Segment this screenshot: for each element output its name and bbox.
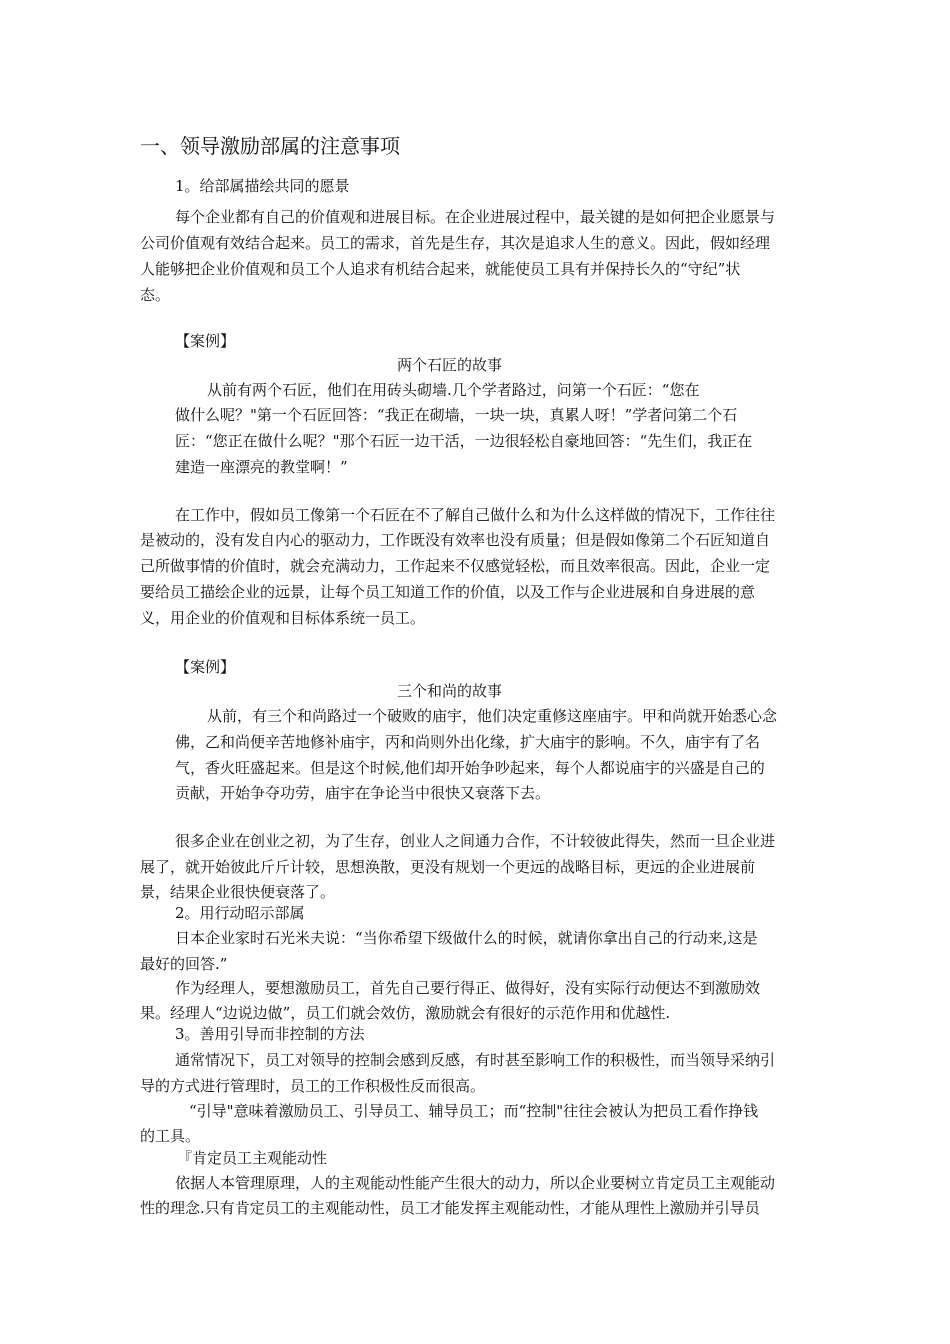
case-line: 气，香火旺盛起来。但是这个时候,他们却开始争吵起来，每个人都说庙宇的兴盛是自己的 — [175, 759, 765, 777]
paragraph-line: “引导"意味着激励员工、引导员工、辅导员工；而“控制"往往会被认为把员工看作挣钱 — [189, 1102, 759, 1120]
paragraph-line: 依据人本管理原理，人的主观能动性能产生很大的动力，所以企业要树立肯定员工主观能动 — [175, 1174, 776, 1192]
paragraph-line: 景，结果企业很快便衰落了。 — [140, 883, 336, 901]
paragraph-line: 己所做事情的价值时，就会充满动力，工作起来不仅感觉轻松，而且效率很高。因此，企业一定 — [140, 557, 771, 575]
subsection-title-1: 1。给部属描绘共同的愿景 — [175, 177, 350, 195]
section-heading: 一、领导激励部属的注意事项 — [140, 134, 400, 158]
paragraph-line: 的工具。 — [140, 1127, 201, 1145]
subsection-title-3: 3。善用引导而非控制的方法 — [175, 1025, 365, 1043]
case-line: 匠：“您正在做什么呢？"那个石匠一边干活，一边很轻松自豪地回答：“先生们，我正在 — [175, 432, 753, 450]
case-label: 【案例】 — [175, 332, 236, 350]
case-line: 从前，有三个和尚路过一个破败的庙宇，他们决定重修这座庙宇。甲和尚就开始悉心念 — [207, 707, 778, 725]
paragraph-line: 义，用企业的价值观和目标体系统一员工。 — [140, 609, 426, 627]
subsection-title-2: 2。用行动昭示部属 — [175, 904, 305, 922]
paragraph-line: 人能够把企业价值观和员工个人追求有机结合起来，就能使员工具有并保持长久的“守纪”状 — [140, 260, 741, 278]
paragraph-line: 在工作中，假如员工像第一个石匠在不了解自己做什么和为什么这样做的情况下，工作往往 — [175, 506, 776, 524]
paragraph-line: 性的理念.只有肯定员工的主观能动性，员工才能发挥主观能动性，才能从理性上激励并引导员 — [140, 1199, 760, 1217]
paragraph-line: 导的方式进行管理时，员工的工作积极性反而很高。 — [140, 1077, 486, 1095]
paragraph-line: 展了，就开始彼此斤斤计较，思想涣散，更没有规划一个更远的战略目标，更远的企业进展前 — [140, 858, 756, 876]
paragraph-line: 日本企业家时石光米夫说：“当你希望下级做什么的时候，就请你拿出自己的行动来,这是 — [175, 929, 758, 947]
paragraph-line: 作为经理人，要想激励员工，首先自己要行得正、做得好，没有实际行动便达不到激励效 — [175, 979, 761, 997]
paragraph-line: 要给员工描绘企业的远景，让每个员工知道工作的价值，以及工作与企业进展和自身进展的意 — [140, 583, 756, 601]
case-line: 做什么呢？"第一个石匠回答：“我正在砌墙，一块一块，真累人呀！”学者问第二个石 — [175, 406, 738, 424]
paragraph-line: 公司价值观有效结合起来。员工的需求，首先是生存，其次是追求人生的意义。因此，假如经理 — [140, 234, 771, 252]
paragraph-line: 最好的回答.” — [140, 955, 228, 973]
paragraph-line: 通常情况下，员工对领导的控制会感到反感，有时甚至影响工作的积极性，而当领导采纳引 — [175, 1051, 776, 1069]
case-line: 建造一座漂亮的教堂啊！” — [175, 458, 348, 476]
paragraph-line: 每个企业都有自己的价值观和进展目标。在企业进展过程中，最关键的是如何把企业愿景与 — [175, 208, 776, 226]
case-title: 两个石匠的故事 — [397, 356, 503, 374]
subsection-title-4: 『肯定员工主观能动性 — [177, 1149, 328, 1167]
case-line: 从前有两个石匠，他们在用砖头砌墙.几个学者路过，问第一个石匠：“您在 — [207, 381, 700, 399]
case-label: 【案例】 — [175, 658, 236, 676]
case-line: 佛，乙和尚便辛苦地修补庙宇，丙和尚则外出化缘，扩大庙宇的影响。不久，庙宇有了名 — [175, 733, 761, 751]
case-title: 三个和尚的故事 — [397, 682, 503, 700]
paragraph-line: 很多企业在创业之初，为了生存，创业人之间通力合作，不计较彼此得失，然而一旦企业进 — [175, 832, 776, 850]
paragraph-line: 是被动的，没有发自内心的驱动力，工作既没有效率也没有质量；但是假如像第二个石匠知道自 — [140, 531, 771, 549]
paragraph-line: 果。经理人“边说边做”，员工们就会效仿，激励就会有很好的示范作用和优越性. — [140, 1004, 671, 1022]
case-line: 贡献，开始争夺功劳，庙宇在争论当中很快又衰落下去。 — [175, 784, 551, 802]
paragraph-line: 态。 — [140, 286, 171, 304]
